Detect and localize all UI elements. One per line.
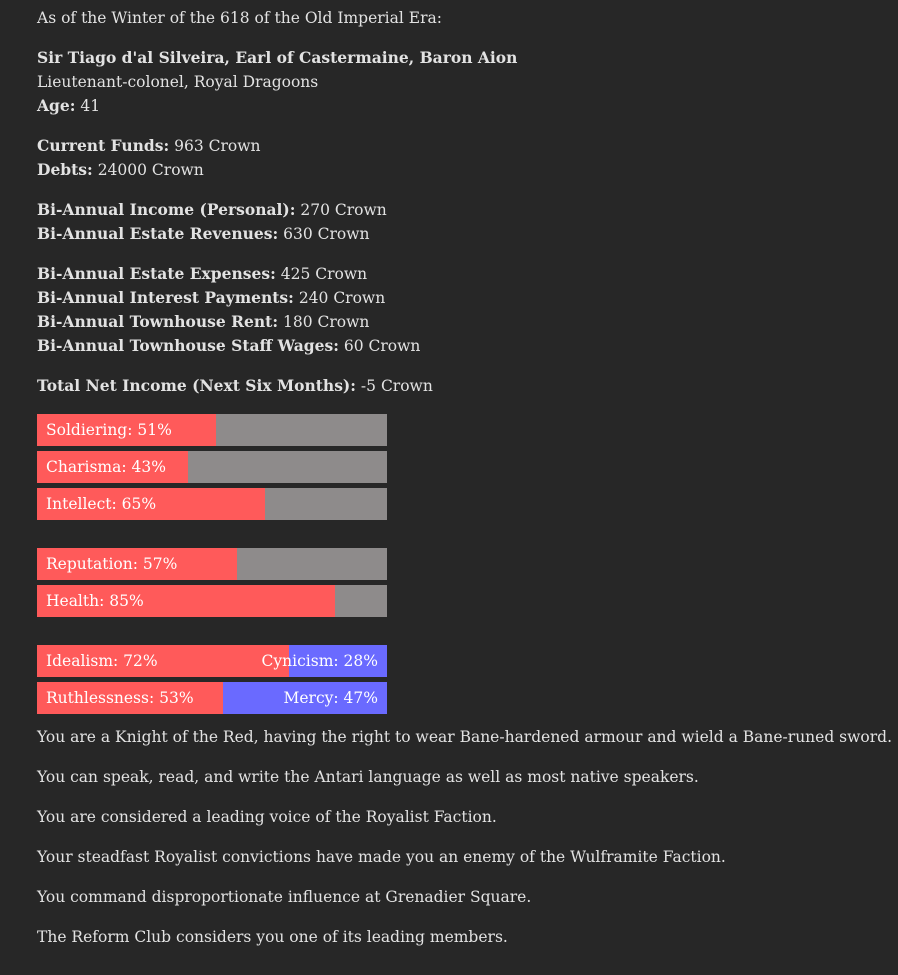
townhouse-rent: Bi-Annual Townhouse Rent: 180 Crown — [37, 312, 370, 331]
opposed-bars — [37, 645, 898, 714]
intellect-bar — [37, 488, 387, 520]
date-paragraph — [37, 6, 898, 30]
intellect-label: Intellect: 65% — [46, 495, 157, 513]
debts: Debts: 24000 Crown — [37, 160, 204, 179]
character-name: Sir Tiago d'al Silveira, Earl of Castermaine, Baron Aion — [37, 48, 518, 67]
health-label: Health: 85% — [46, 592, 144, 610]
note-language: You can speak, read, and write the Antari language as well as most native speakers. — [37, 768, 699, 786]
health-bar — [37, 585, 387, 617]
ruthlessness-label: Ruthlessness: 53% — [46, 689, 194, 707]
note-wulframite-enemy: Your steadfast Royalist convictions have made you an enemy of the Wulframite Faction. — [37, 848, 726, 866]
current-funds: Current Funds: 963 Crown — [37, 136, 261, 155]
income-block — [37, 198, 898, 246]
character-notes — [37, 725, 898, 949]
estate-revenues: Bi-Annual Estate Revenues: 630 Crown — [37, 224, 370, 243]
note-reform-club: The Reform Club considers you one of its leading members. — [37, 928, 508, 946]
cynicism-label: Cynicism: 28% — [261, 652, 378, 670]
note-royalist-voice: You are considered a leading voice of the Royalist Faction. — [37, 808, 497, 826]
income-personal: Bi-Annual Income (Personal): 270 Crown — [37, 200, 387, 219]
status-bars — [37, 548, 898, 617]
character-rank: Lieutenant-colonel, Royal Dragoons — [37, 73, 319, 91]
character-age: Age: 41 — [37, 96, 101, 115]
estate-expenses: Bi-Annual Estate Expenses: 425 Crown — [37, 264, 368, 283]
idealism-cynicism-bar — [37, 645, 387, 677]
note-knight: You are a Knight of the Red, having the right to wear Bane-hardened armour and wield a Bane-runed sword. — [37, 728, 892, 746]
charisma-label: Charisma: 43% — [46, 458, 166, 476]
expenses-block — [37, 262, 898, 358]
interest-payments: Bi-Annual Interest Payments: 240 Crown — [37, 288, 386, 307]
reputation-bar — [37, 548, 387, 580]
skill-bars — [37, 414, 898, 520]
idealism-label: Idealism: 72% — [46, 652, 158, 670]
soldiering-bar — [37, 414, 387, 446]
net-income: Total Net Income (Next Six Months): -5 Crown — [37, 376, 433, 395]
soldiering-label: Soldiering: 51% — [46, 421, 172, 439]
funds-block — [37, 134, 898, 182]
identity-block — [37, 46, 898, 118]
charisma-bar — [37, 451, 387, 483]
note-grenadier-square: You command disproportionate influence at Grenadier Square. — [37, 888, 532, 906]
ruthlessness-mercy-bar — [37, 682, 387, 714]
staff-wages: Bi-Annual Townhouse Staff Wages: 60 Crown — [37, 336, 421, 355]
mercy-label: Mercy: 47% — [283, 689, 378, 707]
date-line: As of the Winter of the 618 of the Old Imperial Era: — [37, 9, 442, 27]
net-income-block — [37, 374, 898, 398]
reputation-label: Reputation: 57% — [46, 555, 178, 573]
